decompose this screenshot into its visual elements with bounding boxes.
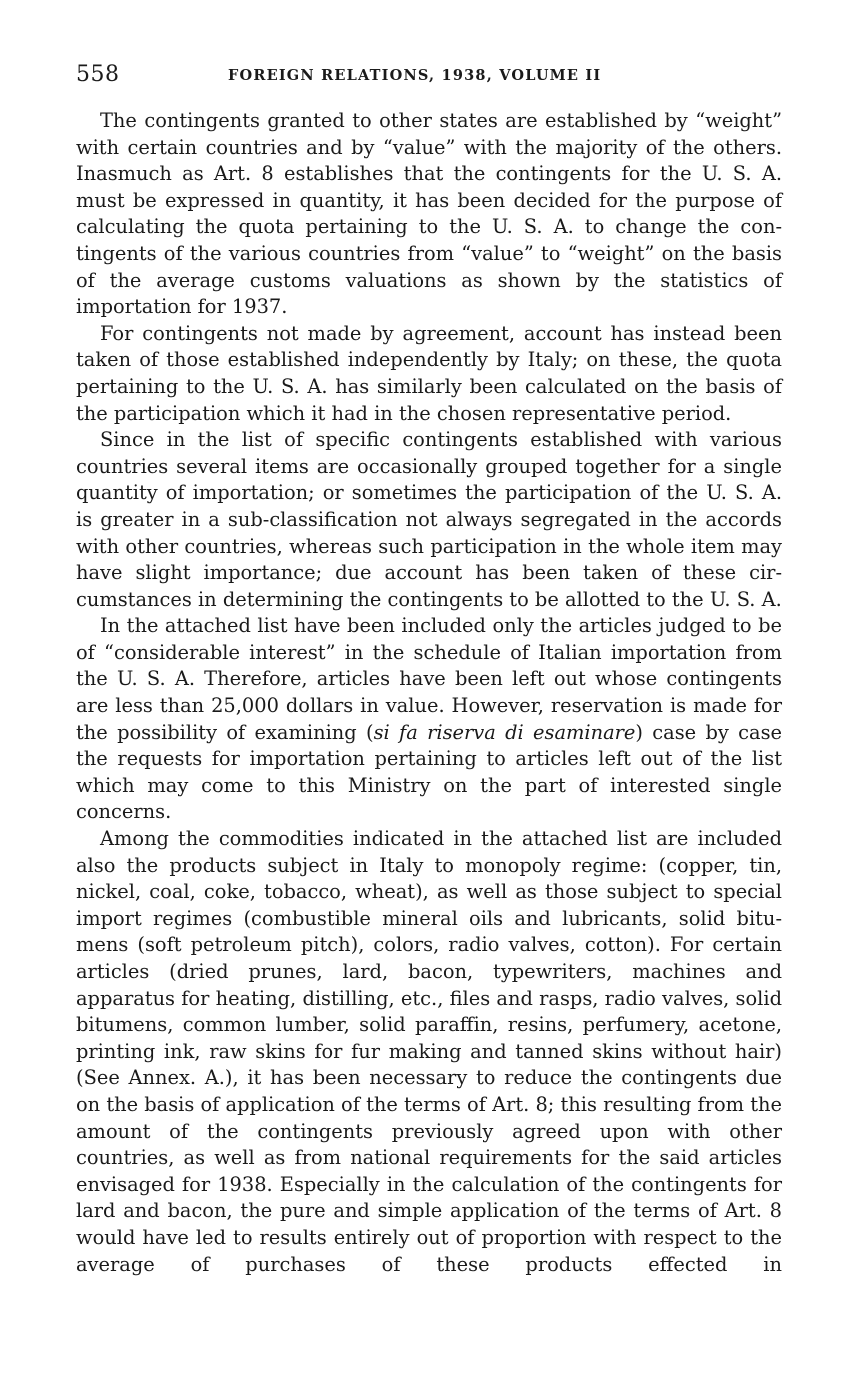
running-head: FOREIGN RELATIONS, 1938, VOLUME II: [228, 67, 602, 84]
paragraph: The contingents granted to other states are established by “weight” with certain countries and by “value” with the majority of the others. Inasmuch as Art. 8 establishes that the contingents for the U. S. A. must be expressed in quantity, it has been decided for the purpose of calculating the quota pertaining to the U. S. A. to change the contingents of the various countries from “value” to “weight” on the basis of the average customs valuations as shown by the statistics of importation for 1937.: [76, 109, 782, 319]
paragraph: Among the commodities indicated in the attached list are included also the products subject in Italy to monopoly regime: (copper, tin, nickel, coal, coke, tobacco, wheat), as well as those subject to special import regimes (combustible mineral oils and lubricants, solid bitumens (soft petroleum pitch), colors, radio valves, cotton). For certain articles (dried prunes, lard, bacon, typewriters, machines and apparatus for heating, distilling, etc., files and rasps, radio valves, solid bitumens, common lumber, solid paraffin, resins, perfumery, acetone, printing ink, raw skins for fur making and tanned skins without hair) (See Annex. A.), it has been necessary to reduce the contingents due on the basis of application of the terms of Art. 8; this resulting from the amount of the contingents previously agreed upon with other countries, as well as from national requirements for the said articles envisaged for 1938. Especially in the calculation of the contingents for lard and bacon, the pure and simple application of the terms of Art. 8 would have led to results entirely out of proportion with respect to the average of purchases of these products effected in: [76, 827, 782, 1276]
paragraph-text: In the attached list have been included only the articles judged to be of “considerable interest” in the schedule of Italian importation from the U. S. A. Therefore, articles have been left out whose contingents are less than 25,000 dollars in value. However, reservation is made for the possibility of examining (: [76, 614, 782, 744]
document-page: [76, 62, 782, 1278]
paragraph: [76, 613, 782, 826]
page-number: 558: [76, 62, 120, 87]
paragraph-text: ) case by case the requests for importation pertaining to articles left out of the list which may come to this Ministry on the part of interested single concerns.: [76, 720, 782, 824]
page-header: [76, 62, 782, 96]
italic-phrase: si fa riserva di esaminare: [373, 720, 636, 744]
paragraph: For contingents not made by agreement, account has instead been taken of those established independently by Italy; on these, the quota pertaining to the U. S. A. has similarly been calculated on the basis of the participation which it had in the chosen representative period.: [76, 321, 782, 425]
paragraph: Since in the list of specific contingents established with various countries several items are occasionally grouped together for a single quantity of importation; or sometimes the participation of the U. S. A. is greater in a sub-classification not always segregated in the accords with other countries, whereas such participation in the whole item may have slight importance; due account has been taken of these circumstances in determining the contingents to be allotted to the U. S. A.: [76, 428, 782, 611]
body-text: [76, 108, 782, 1278]
